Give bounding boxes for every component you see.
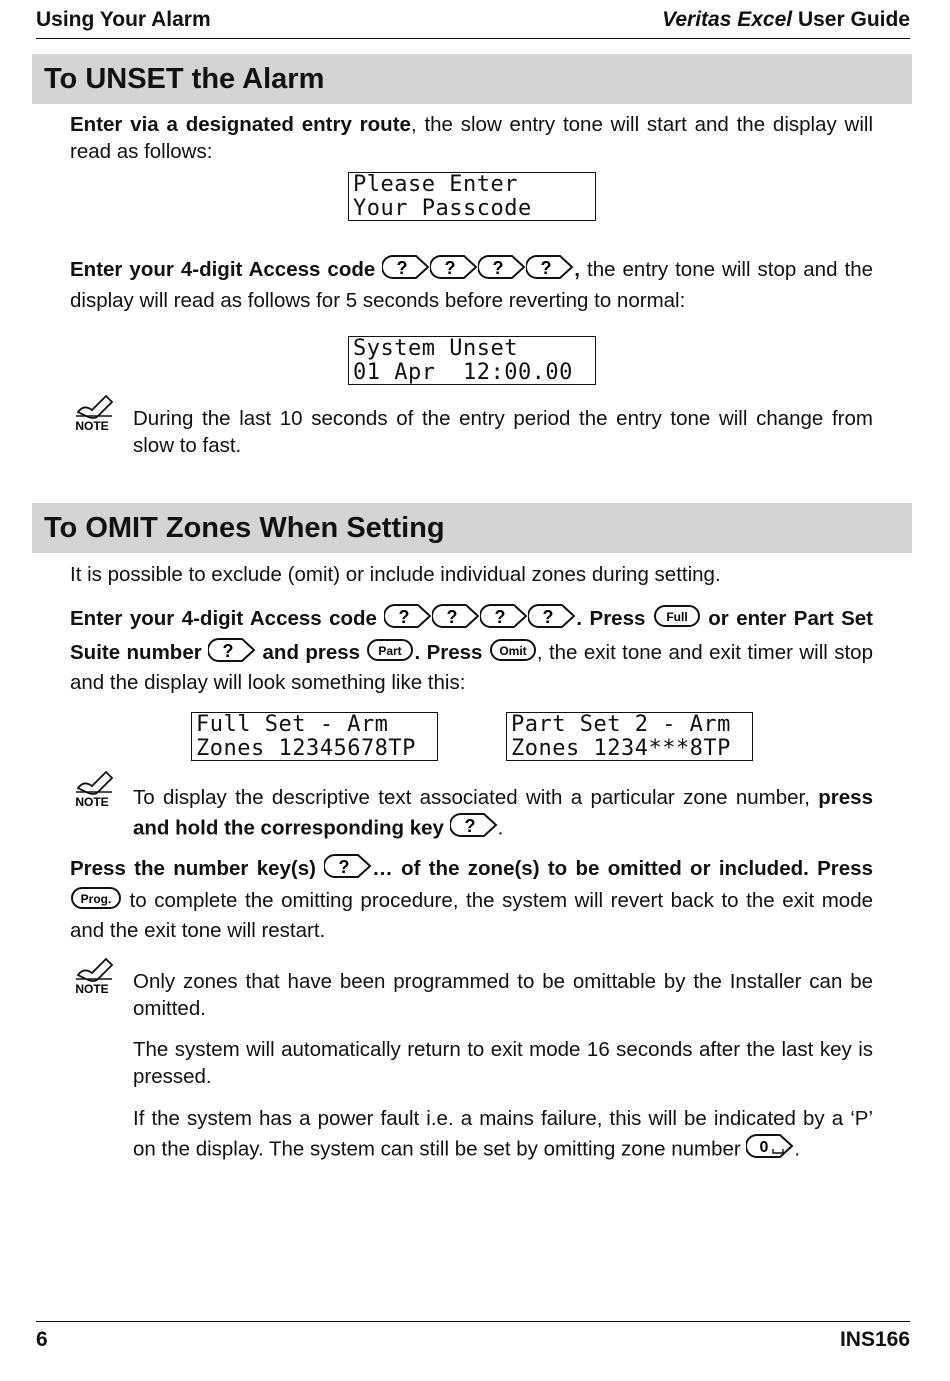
part-key-icon — [366, 638, 414, 670]
svg-text:Prog.: Prog. — [80, 892, 112, 906]
digit-key-icon — [528, 603, 576, 637]
digit-key-icon — [526, 254, 574, 288]
header-section: Using Your Alarm — [36, 8, 211, 31]
full-key-icon — [653, 604, 701, 636]
digit-key-icon — [208, 637, 256, 671]
note-icon — [72, 766, 116, 810]
section-title-unset: To UNSET the Alarm — [32, 54, 912, 104]
digit-key-icon — [384, 603, 432, 637]
svg-text:?: ? — [464, 816, 476, 836]
lcd-system-unset: System Unset 01 Apr 12:00.00 — [348, 336, 596, 385]
page-header — [36, 8, 910, 39]
digit-key-icon — [382, 254, 430, 288]
note-omittable-zones: Only zones that have been programmed to be omittable by the Installer can be omitted. — [133, 970, 873, 1020]
svg-text:0: 0 — [759, 1139, 769, 1156]
digit-key-icon — [450, 812, 498, 846]
digit-key-icon — [478, 254, 526, 288]
prog-key-icon — [70, 886, 122, 917]
svg-text:?: ? — [338, 857, 350, 877]
svg-text:Full: Full — [666, 610, 688, 624]
digit-key-icon — [324, 853, 372, 886]
omit-paragraph-2: Enter your 4-digit Access code ? ? ? ? . Press Full or enter Part Set Suite number ? and press Part . Press Omit , the exit tone and exit timer will stop and the display will look something like this: — [70, 603, 873, 697]
lcd-full-set: Full Set - Arm Zones 12345678TP — [191, 712, 438, 761]
digit-key-icon — [430, 254, 478, 288]
svg-text:Omit: Omit — [499, 643, 527, 658]
svg-text:?: ? — [222, 640, 234, 661]
digit-key-icon — [432, 603, 480, 637]
omit-paragraph-3: Press the number key(s) ? … of the zone(s) to be omitted or included. Press Prog. to complete the omitting procedure, the system will revert back to the exit mode and the exit tone will restart. — [70, 853, 873, 944]
svg-text:?: ? — [396, 258, 408, 278]
svg-text:Part: Part — [378, 643, 403, 658]
note-icon — [72, 390, 116, 434]
header-guide-title: Veritas Excel User Guide — [662, 8, 910, 31]
note-icon — [72, 953, 116, 997]
svg-text:?: ? — [446, 607, 458, 627]
omit-key-icon — [489, 638, 537, 670]
zero-key-icon — [746, 1133, 794, 1167]
lcd-please-enter: Please Enter Your Passcode — [348, 172, 596, 221]
unset-paragraph-2: Enter your 4-digit Access code ? ? ? ? , the entry tone will stop and the display will read as follows for 5 seconds before reverting to normal: — [70, 254, 873, 314]
lcd-part-set: Part Set 2 - Arm Zones 1234***8TP — [506, 712, 753, 761]
svg-text:?: ? — [542, 607, 554, 627]
digit-key-icon — [480, 603, 528, 637]
note-power-fault: If the system has a power fault i.e. a mains failure, this will be indicated by a ‘P’ on the display. The system can still be set by omitting zone number 0 . — [133, 1104, 873, 1167]
note-auto-return: The system will automatically return to exit mode 16 seconds after the last key is pressed. — [133, 1038, 873, 1088]
svg-text:?: ? — [492, 258, 504, 278]
svg-text:NOTE: NOTE — [75, 419, 109, 433]
note-descriptive-text: To display the descriptive text associated with a particular zone number, press and hold the corresponding key ? . — [133, 783, 873, 846]
svg-text:?: ? — [398, 607, 410, 627]
section-title-omit: To OMIT Zones When Setting — [32, 503, 912, 553]
document-code: INS166 — [839, 1328, 910, 1351]
note-entry-tone: During the last 10 seconds of the entry period the entry tone will change from slow to fast. — [133, 407, 873, 457]
svg-text:NOTE: NOTE — [75, 795, 109, 809]
unset-paragraph-1: Enter via a designated entry route, the slow entry tone will start and the display will read as follows: — [70, 113, 874, 163]
page-number: 6 — [36, 1328, 48, 1351]
svg-text:?: ? — [444, 258, 456, 278]
omit-intro: It is possible to exclude (omit) or include individual zones during setting. — [70, 563, 721, 586]
svg-text:?: ? — [494, 607, 506, 627]
svg-text:NOTE: NOTE — [75, 982, 109, 996]
svg-text:?: ? — [540, 258, 552, 278]
page-footer — [36, 1321, 910, 1356]
